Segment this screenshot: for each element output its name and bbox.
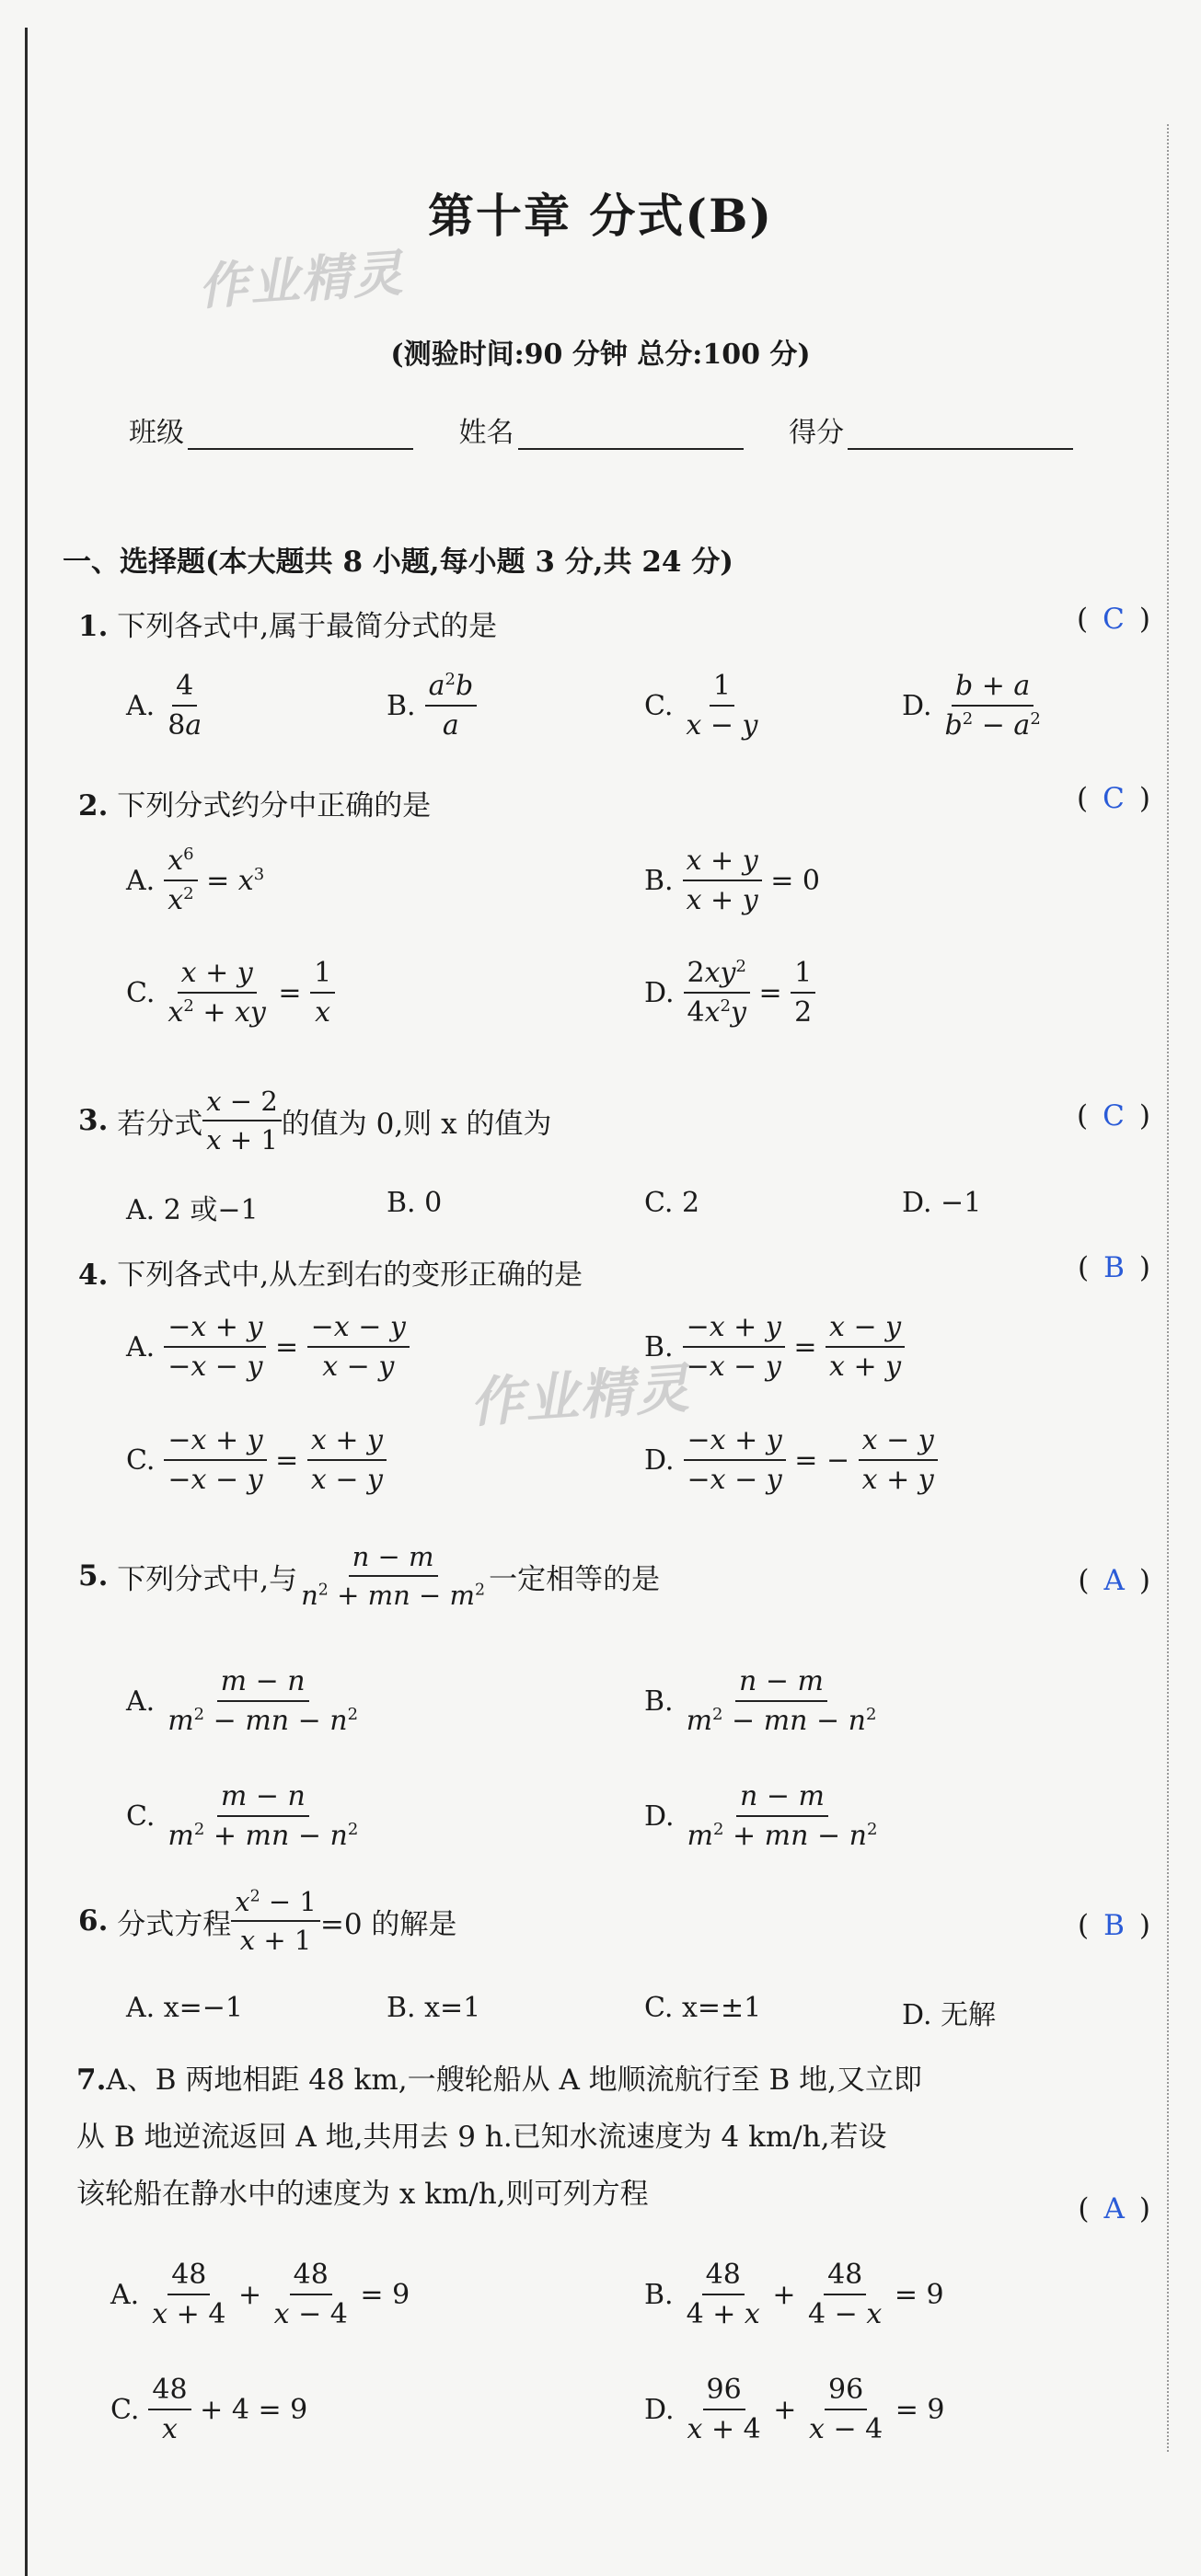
- question-text-post: =0 的解是: [319, 1907, 457, 1941]
- option-2b: B. $\frac{x + y}{x + y}$ = 0: [644, 845, 820, 916]
- answer-7: ( A ): [1078, 2192, 1150, 2225]
- score-blank: [848, 420, 1073, 450]
- question-number: 1.: [78, 610, 109, 643]
- option-3b: B. 0: [387, 1187, 443, 1219]
- option-3a: A. 2 或−1: [126, 1194, 259, 1226]
- answer-6: ( B ): [1078, 1909, 1150, 1942]
- question-text-line3: 该轮船在静水中的速度为 x km/h,则可列方程: [76, 2178, 649, 2211]
- option-3d: D. −1: [902, 1187, 982, 1219]
- option-1d: D. $\frac{b + a}{b^2 - a^2}$: [902, 670, 1041, 742]
- answer-3: ( C ): [1077, 1099, 1150, 1133]
- question-1: [78, 603, 497, 644]
- question-text-line1: A、B 两地相距 48 km,一艘轮船从 A 地顺流航行至 B 地,又立即: [106, 2064, 923, 2097]
- answer-4: ( B ): [1078, 1251, 1150, 1284]
- question-2: [78, 782, 431, 823]
- question-6: 6. 分式方程 $\frac{x^2 - 1}{x + 1}$ =0 的解是: [78, 1886, 457, 1956]
- option-5d: D. $\frac{n - m}{m^2 + mn - n^2}$: [644, 1780, 878, 1852]
- name-label: 姓名: [458, 417, 514, 449]
- answer-5: ( A ): [1078, 1564, 1150, 1597]
- option-7c: C. $\frac{48}{x}$ + 4 = 9: [110, 2374, 308, 2445]
- question-number: 6.: [78, 1904, 109, 1938]
- answer-letter: C: [1103, 603, 1125, 636]
- question-7: [76, 2052, 1158, 2223]
- question-number: 5.: [78, 1559, 109, 1593]
- left-margin-rule: [25, 28, 28, 2576]
- answer-letter: C: [1103, 782, 1125, 815]
- option-1b: B. $\frac{a^2b}{a}$: [387, 670, 477, 742]
- answer-1: ( C ): [1077, 603, 1150, 636]
- option-6a: A. x=−1: [126, 1992, 244, 2024]
- question-text: 下列各式中,从左到右的变形正确的是: [117, 1259, 583, 1292]
- name-blank: [518, 420, 744, 450]
- option-7a: A. $\frac{48}{x + 4}$ + $\frac{48}{x - 4}$ = 9: [110, 2259, 410, 2330]
- page-subtitle: (测验时间:90 分钟 总分:100 分): [390, 339, 811, 371]
- option-5c: C. $\frac{m - n}{m^2 + mn - n^2}$: [126, 1780, 359, 1852]
- answer-2: ( C ): [1077, 782, 1150, 815]
- option-6d: D. 无解: [902, 1999, 997, 2031]
- answer-letter: B: [1103, 1909, 1125, 1942]
- option-2c: C. $\frac{x + y}{x^2 + xy}$ = $\frac{1}{x}$: [126, 957, 335, 1029]
- option-6b: B. x=1: [387, 1992, 481, 2024]
- class-blank: [188, 420, 413, 450]
- question-text-pre: 分式方程: [117, 1907, 232, 1941]
- answer-letter: B: [1103, 1251, 1125, 1284]
- question-number: 3.: [78, 1104, 109, 1137]
- question-text-pre: 下列分式中,与: [117, 1562, 298, 1596]
- question-number: 7.: [76, 2064, 107, 2097]
- option-1a: A. $\frac{4}{8a}$: [126, 670, 202, 742]
- watermark: 作业精灵: [196, 244, 407, 316]
- class-label: 班级: [129, 417, 184, 449]
- question-3: 3. 若分式 $\frac{x - 2}{x + 1}$ 的值为 0,则 x 的值为: [78, 1086, 552, 1156]
- answer-letter: A: [1103, 1564, 1125, 1597]
- option-2a: A. $\frac{x^6}{x^2}$ = $x^3$: [126, 845, 265, 916]
- question-text-post: 的值为 0,则 x 的值为: [281, 1107, 552, 1141]
- option-4b: B. $\frac{-x + y}{-x - y}$ = $\frac{x - y}{x + y}$: [644, 1311, 905, 1383]
- option-4d: D. $\frac{-x + y}{-x - y}$ = − $\frac{x - y}{x + y}$: [644, 1424, 938, 1496]
- question-text-pre: 若分式: [117, 1107, 203, 1141]
- option-4a: A. $\frac{-x + y}{-x - y}$ = $\frac{-x - y}{x - y}$: [126, 1311, 410, 1383]
- question-number: 2.: [78, 789, 109, 822]
- question-text-post: 一定相等的是: [489, 1562, 661, 1596]
- student-info: [129, 409, 1110, 450]
- question-text: 下列各式中,属于最简分式的是: [117, 610, 498, 643]
- watermark: 作业精灵: [468, 1356, 693, 1435]
- question-text: 下列分式约分中正确的是: [117, 789, 432, 822]
- option-2d: D. $\frac{2xy^2}{4x^2y}$ = $\frac{1}{2}$: [644, 957, 815, 1029]
- option-5a: A. $\frac{m - n}{m^2 - mn - n^2}$: [126, 1665, 359, 1737]
- page-title: 第十章 分式(B): [428, 189, 773, 243]
- answer-letter: A: [1103, 2192, 1125, 2225]
- question-4: [78, 1251, 583, 1293]
- question-5: 5. 下列分式中,与 $\frac{n - m}{n^2 + mn - m^2}$ 一定相等的是: [78, 1541, 661, 1611]
- right-dotted-rule: [1167, 124, 1169, 2452]
- option-1c: C. $\frac{1}{x - y}$: [644, 670, 758, 742]
- answer-letter: C: [1103, 1099, 1125, 1133]
- question-text-line2: 从 B 地逆流返回 A 地,共用去 9 h.已知水流速度为 4 km/h,若设: [76, 2121, 887, 2154]
- option-3c: C. 2: [644, 1187, 700, 1219]
- score-label: 得分: [789, 417, 845, 449]
- option-6c: C. x=±1: [644, 1992, 762, 2024]
- option-5b: B. $\frac{n - m}{m^2 - mn - n^2}$: [644, 1665, 877, 1737]
- question-number: 4.: [78, 1259, 109, 1292]
- option-7b: B. $\frac{48}{4 + x}$ + $\frac{48}{4 - x}$ = 9: [644, 2259, 944, 2330]
- option-7d: D. $\frac{96}{x + 4}$ + $\frac{96}{x - 4}$ = 9: [644, 2374, 945, 2445]
- option-4c: C. $\frac{-x + y}{-x - y}$ = $\frac{x + y}{x - y}$: [126, 1424, 387, 1496]
- section-heading: 一、选择题(本大题共 8 小题,每小题 3 分,共 24 分): [63, 546, 733, 579]
